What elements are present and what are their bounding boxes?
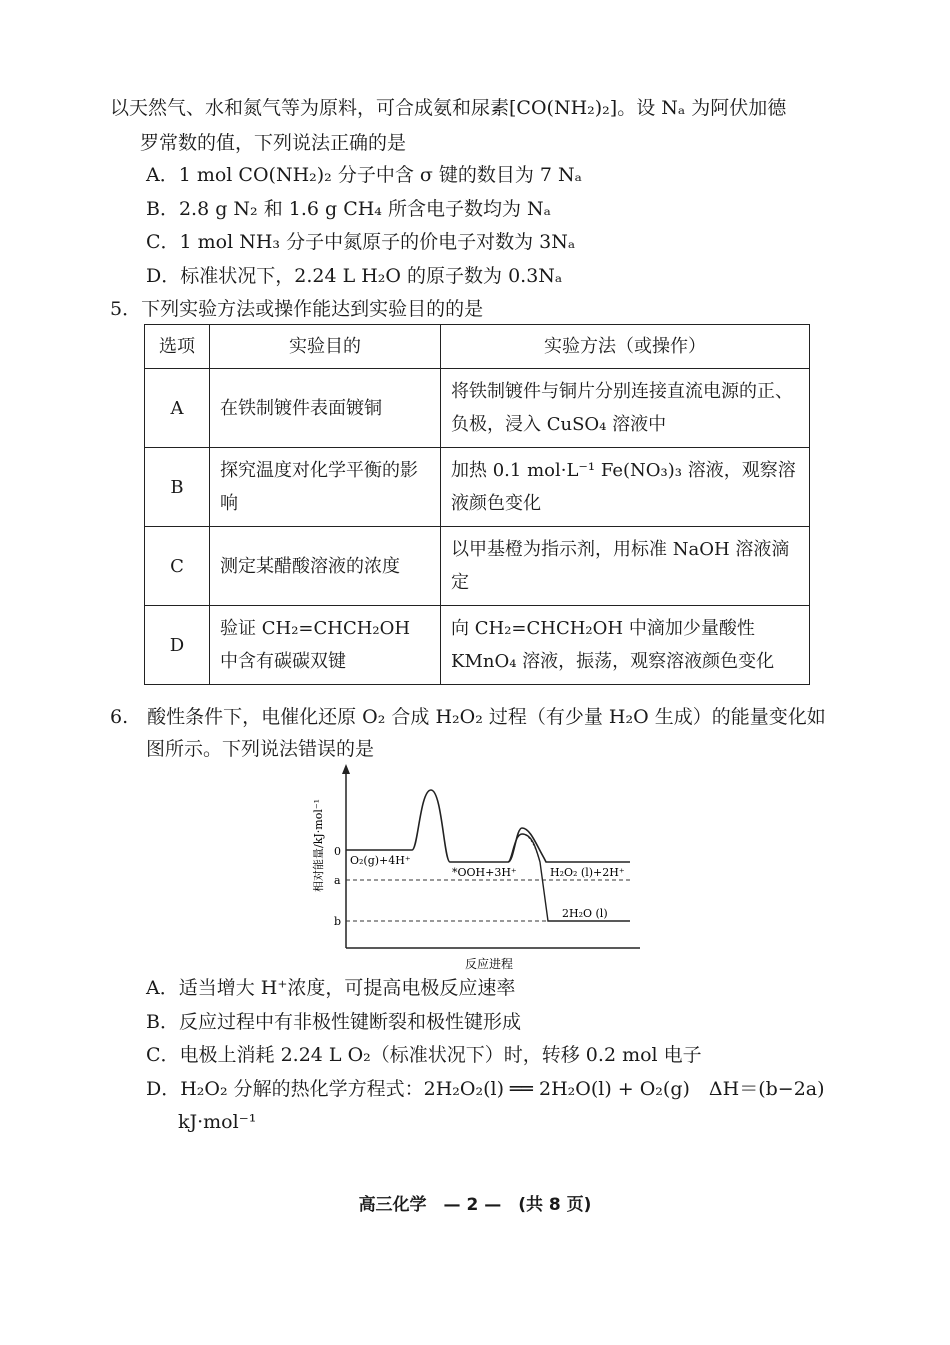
row-option: D [145, 606, 210, 685]
q6-stem-line1: 6. 酸性条件下，电催化还原 O₂ 合成 H₂O₂ 过程（有少量 H₂O 生成）的能量变化如 [110, 706, 826, 728]
q4-option-a: A．1 mol CO(NH₂)₂ 分子中含 σ 键的数目为 7 Nₐ [146, 164, 582, 186]
row-aim: 探究温度对化学平衡的影响 [210, 448, 441, 527]
q6-option-a: A．适当增大 H⁺浓度，可提高电极反应速率 [146, 977, 516, 999]
q6-option-d: D．H₂O₂ 分解的热化学方程式：2H₂O₂(l) ══ 2H₂O(l) + O₂(g) ΔH＝(b−2a) [146, 1078, 825, 1100]
q4-stem-line1: 以天然气、水和氮气等为原料，可合成氨和尿素[CO(NH₂)₂]。设 Nₐ 为阿伏加德 [110, 97, 787, 119]
state-label-ooh: *OOH+3H⁺ [452, 866, 517, 879]
row-method: 将铁制镀件与铜片分别连接直流电源的正、负极，浸入 CuSO₄ 溶液中 [441, 369, 810, 448]
table-row [145, 448, 810, 527]
row-aim: 在铁制镀件表面镀铜 [210, 369, 441, 448]
state-label-h2o2: H₂O₂ (l)+2H⁺ [550, 866, 625, 879]
q4-stem-line2: 罗常数的值，下列说法正确的是 [140, 132, 407, 154]
q6-option-b: B．反应过程中有非极性键断裂和极性键形成 [146, 1011, 521, 1033]
y-tick-b: b [334, 915, 342, 928]
page-footer: 高三化学 — 2 — (共 8 页) [358, 1195, 592, 1215]
energy-diagram [300, 762, 650, 972]
state-label-h2o: 2H₂O (l) [562, 907, 608, 920]
row-method: 以甲基橙为指示剂，用标准 NaOH 溶液滴定 [441, 527, 810, 606]
row-aim: 测定某醋酸溶液的浓度 [210, 527, 441, 606]
q5-stem: 5．下列实验方法或操作能达到实验目的的是 [110, 298, 484, 320]
q4-option-d: D．标准状况下，2.24 L H₂O 的原子数为 0.3Nₐ [146, 265, 563, 287]
q6-option-d-unit: kJ·mol⁻¹ [178, 1111, 257, 1133]
row-aim: 验证 CH₂=CHCH₂OH 中含有碳碳双键 [210, 606, 441, 685]
row-method: 加热 0.1 mol·L⁻¹ Fe(NO₃)₃ 溶液，观察溶液颜色变化 [441, 448, 810, 527]
q6-stem-line2: 图所示。下列说法错误的是 [146, 738, 375, 760]
table-header-row [145, 325, 810, 369]
q4-option-b: B．2.8 g N₂ 和 1.6 g CH₄ 所含电子数均为 Nₐ [146, 198, 551, 220]
y-tick-0: 0 [334, 845, 341, 858]
q6-option-c: C．电极上消耗 2.24 L O₂（标准状况下）时，转移 0.2 mol 电子 [146, 1044, 702, 1066]
header-option: 选项 [145, 325, 210, 369]
row-method: 向 CH₂=CHCH₂OH 中滴加少量酸性 KMnO₄ 溶液，振荡，观察溶液颜色变化 [441, 606, 810, 685]
header-aim: 实验目的 [210, 325, 441, 369]
table-row [145, 369, 810, 448]
y-axis-arrow-icon [342, 764, 350, 774]
y-axis-label: 相对能量/kJ·mol⁻¹ [312, 798, 325, 892]
x-axis-label: 反应进程 [465, 957, 514, 971]
row-option: A [145, 369, 210, 448]
row-option: C [145, 527, 210, 606]
q4-option-c: C．1 mol NH₃ 分子中氮原子的价电子对数为 3Nₐ [146, 231, 576, 253]
header-method: 实验方法（或操作） [441, 325, 810, 369]
table-row [145, 606, 810, 685]
y-tick-a: a [334, 874, 341, 887]
energy-profile-main [346, 790, 630, 862]
state-label-o2: O₂(g)+4H⁺ [350, 854, 411, 867]
table-row [145, 527, 810, 606]
row-option: B [145, 448, 210, 527]
experiment-table [144, 324, 810, 685]
